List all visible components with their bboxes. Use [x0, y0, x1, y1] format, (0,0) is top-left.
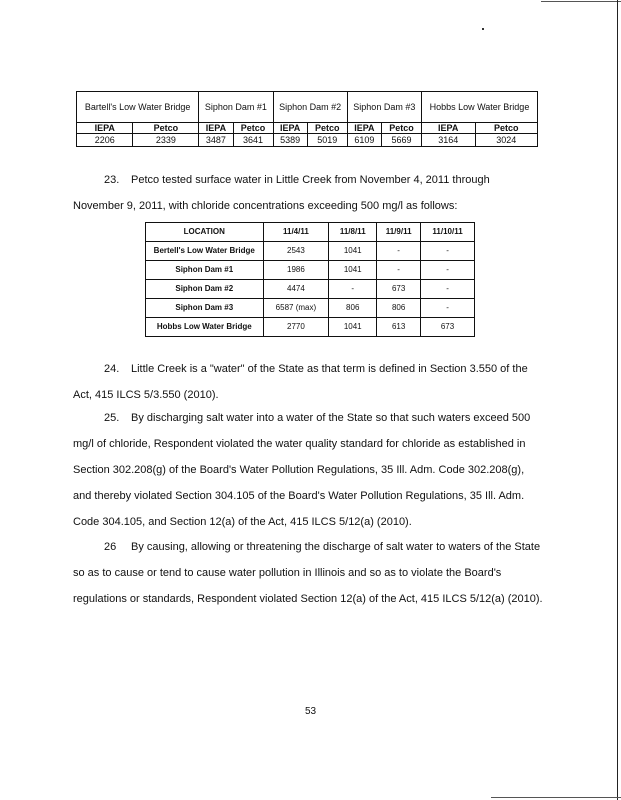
table2-header: 11/4/11 [263, 223, 329, 242]
table1-subheader: Petco [233, 123, 273, 134]
location-cell: Hobbs Low Water Bridge [146, 318, 264, 337]
paragraph-24 [73, 356, 543, 408]
table1-cell: 3024 [475, 134, 538, 147]
table1-subheader: Petco [382, 123, 422, 134]
table1-subheader: IEPA [77, 123, 133, 134]
paragraph-text: Little Creek is a "water" of the State as that term is defined in Section 3.550 of the Act, 415 ILCS 5/3.550 (2010). [73, 363, 528, 401]
table2-header: 11/9/11 [377, 223, 421, 242]
location-cell: Siphon Dam #1 [146, 261, 264, 280]
table1-subheader: Petco [133, 123, 199, 134]
table1-subheader: IEPA [199, 123, 233, 134]
table-row [146, 318, 475, 337]
table1-cell: 3641 [233, 134, 273, 147]
table1-cell: 2206 [77, 134, 133, 147]
value-cell: 1041 [329, 261, 377, 280]
table1-subheader: IEPA [347, 123, 381, 134]
value-cell: 806 [377, 299, 421, 318]
value-cell: 673 [377, 280, 421, 299]
table1-header: Siphon Dam #3 [347, 92, 421, 123]
table-row [146, 280, 475, 299]
table1-cell: 3487 [199, 134, 233, 147]
table1-subheader: Petco [307, 123, 347, 134]
table1-cell: 2339 [133, 134, 199, 147]
value-cell: 1041 [329, 318, 377, 337]
scan-speck [482, 28, 484, 30]
paragraph-text: By discharging salt water into a water of the State so that such waters exceed 500 mg/l of chloride, Respondent violated the water quality standard for chloride as established in Section 302.208(g) of the Board's Water Pollution Regulations, 35 Ill. Adm. Code 302.208(g), and thereby violated Section 304.105 of the Board's Water Pollution Regulations, 35 Ill. Adm. Code 304.105, and Section 12(a) of the Act, 415 ILCS 5/12(a) (2010). [73, 412, 531, 528]
value-cell: 613 [377, 318, 421, 337]
paragraph-number: 24. [104, 363, 120, 375]
value-cell: 806 [329, 299, 377, 318]
table1-cell: 5389 [273, 134, 307, 147]
table1-cell: 6109 [347, 134, 381, 147]
paragraph-number: 23. [104, 174, 120, 186]
value-cell: 2543 [263, 242, 329, 261]
table-row [146, 299, 475, 318]
table1-cell: 5019 [307, 134, 347, 147]
value-cell: - [421, 280, 475, 299]
chloride-comparison-table [76, 91, 538, 147]
paragraph-text: Petco tested surface water in Little Creek from November 4, 2011 through November 9, 2011, with chloride concentrations exceeding 500 mg/l as follows: [73, 174, 490, 212]
value-cell: - [377, 261, 421, 280]
chloride-concentration-table [145, 222, 475, 337]
paragraph-number: 25. [104, 412, 120, 424]
table2-header: 11/8/11 [329, 223, 377, 242]
scan-edge-top [541, 1, 621, 2]
value-cell: 1986 [263, 261, 329, 280]
table1-header: Bartell's Low Water Bridge [77, 92, 199, 123]
paragraph-23 [73, 167, 543, 219]
paragraph-25 [73, 405, 543, 535]
paragraph-26 [73, 534, 543, 612]
scan-edge-bottom [491, 797, 621, 798]
table1-header: Siphon Dam #2 [273, 92, 347, 123]
location-cell: Bertell's Low Water Bridge [146, 242, 264, 261]
table1-header: Siphon Dam #1 [199, 92, 273, 123]
scan-edge-right [617, 0, 618, 800]
table1-header: Hobbs Low Water Bridge [421, 92, 537, 123]
value-cell: 6587 (max) [263, 299, 329, 318]
table1-subheader: IEPA [273, 123, 307, 134]
value-cell: - [421, 299, 475, 318]
table-row [146, 242, 475, 261]
table1-subheader: Petco [475, 123, 538, 134]
table1-cell: 5669 [382, 134, 422, 147]
value-cell: 1041 [329, 242, 377, 261]
value-cell: - [329, 280, 377, 299]
page-number: 53 [304, 706, 317, 717]
table1-cell: 3164 [421, 134, 475, 147]
location-cell: Siphon Dam #3 [146, 299, 264, 318]
location-cell: Siphon Dam #2 [146, 280, 264, 299]
table1-subheader: IEPA [421, 123, 475, 134]
table2-header: 11/10/11 [421, 223, 475, 242]
value-cell: - [421, 261, 475, 280]
paragraph-number: 26 [104, 541, 117, 553]
table2-header: LOCATION [146, 223, 264, 242]
value-cell: - [377, 242, 421, 261]
value-cell: 4474 [263, 280, 329, 299]
value-cell: 673 [421, 318, 475, 337]
value-cell: - [421, 242, 475, 261]
value-cell: 2770 [263, 318, 329, 337]
table-row [146, 261, 475, 280]
paragraph-text: By causing, allowing or threatening the discharge of salt water to waters of the State so as to cause or tend to cause water pollution in Illinois and so as to violate the Board's regulations or standards, Respondent violated Section 12(a) of the Act, 415 ILCS 5/12(a) (2010). [73, 541, 543, 605]
